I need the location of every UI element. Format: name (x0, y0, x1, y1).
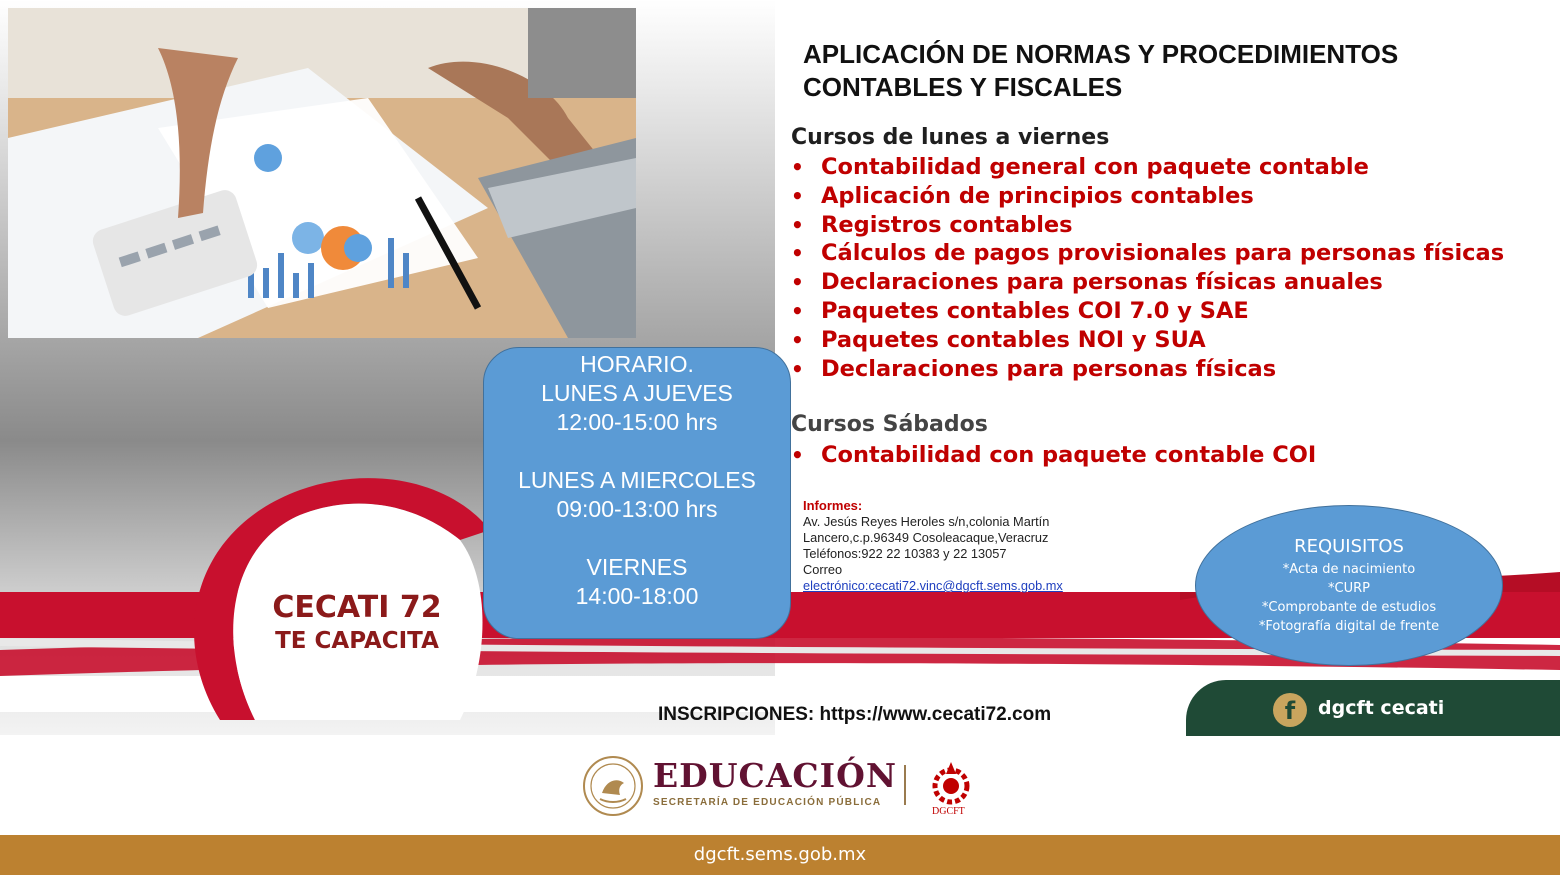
accounting-photo-illustration (8, 8, 636, 338)
requirement-item: *Acta de nacimiento (1282, 562, 1416, 577)
requirements-title: REQUISITOS (1294, 536, 1404, 557)
weekday-course-list (791, 153, 1504, 383)
schedule-days: VIERNES (586, 554, 688, 580)
cecati-brand (232, 590, 482, 656)
requirement-item: *Comprobante de estudios (1261, 600, 1437, 615)
list-item: • Cálculos de pagos provisionales para personas físicas (791, 239, 1504, 268)
contact-label: Informes: (803, 498, 863, 513)
cecati-slogan: TE CAPACITA (275, 628, 439, 654)
requirements-box (1195, 505, 1503, 666)
saturday-course-list (791, 441, 1316, 470)
list-item: • Contabilidad general con paquete contable (791, 153, 1504, 182)
list-item: • Declaraciones para personas físicas anuales (791, 268, 1504, 297)
schedule-time: 12:00-15:00 hrs (556, 409, 718, 435)
requirement-item: *Fotografía digital de frente (1258, 619, 1440, 634)
list-item: • Paquetes contables COI 7.0 y SAE (791, 297, 1504, 326)
saturday-courses-heading: Cursos Sábados (791, 412, 988, 437)
requirement-item: *CURP (1328, 581, 1370, 596)
title-line-2: CONTABLES Y FISCALES (803, 72, 1123, 102)
contact-info (803, 498, 1163, 594)
page-title (803, 38, 1503, 104)
list-item: • Declaraciones para personas físicas (791, 355, 1504, 384)
list-item: • Aplicación de principios contables (791, 182, 1504, 211)
dgcft-gear-icon (928, 760, 974, 808)
registration-link[interactable]: INSCRIPCIONES: https://www.cecati72.com (658, 704, 1052, 725)
sep-subtitle: SECRETARÍA DE EDUCACIÓN PÚBLICA (653, 797, 882, 808)
contact-line: Av. Jesús Reyes Heroles s/n,colonia Martín (803, 514, 1050, 529)
footer-url[interactable]: dgcft.sems.gob.mx (693, 844, 867, 865)
cecati-name: CECATI 72 (272, 590, 442, 625)
schedule-time: 09:00-13:00 hrs (556, 496, 718, 522)
list-item: • Contabilidad con paquete contable COI (791, 441, 1316, 470)
educacion-logo-text: EDUCACIÓN (653, 756, 898, 795)
list-item: • Paquetes contables NOI y SUA (791, 326, 1504, 355)
weekday-courses-heading: Cursos de lunes a viernes (791, 125, 1110, 150)
hero-photo (8, 8, 636, 338)
facebook-handle[interactable]: dgcft cecati (1318, 697, 1445, 719)
schedule-time: 14:00-18:00 (575, 583, 699, 609)
logo-divider (904, 765, 906, 805)
contact-line: Lancero,c.p.96349 Cosoleacaque,Veracruz (803, 530, 1049, 545)
mexico-seal-icon (582, 755, 644, 817)
contact-line: Teléfonos:922 22 10383 y 22 13057 (803, 546, 1007, 561)
title-line-1: APLICACIÓN DE NORMAS Y PROCEDIMIENTOS (803, 39, 1399, 69)
dgcft-logo-text: DGCFT (932, 806, 965, 817)
schedule-box (483, 347, 791, 639)
facebook-icon[interactable]: f (1273, 693, 1307, 727)
contact-line: Correo (803, 562, 843, 577)
schedule-days: LUNES A MIERCOLES (518, 467, 756, 493)
schedule-title: HORARIO. (580, 351, 694, 377)
list-item: • Registros contables (791, 211, 1504, 240)
email-link[interactable]: electrónico:cecati72.vinc@dgcft.sems.gob.mx (803, 578, 1063, 593)
schedule-days: LUNES A JUEVES (541, 380, 733, 406)
